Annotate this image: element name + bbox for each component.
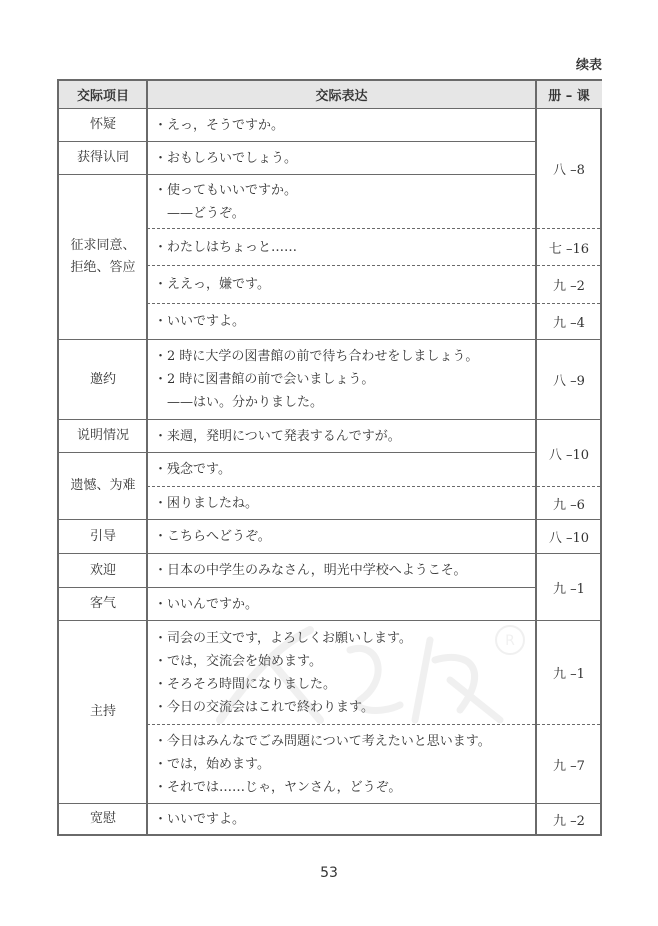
ref-cell: 八 –8 <box>553 163 585 178</box>
expression-line: ・今日の交流会はこれで終わります。 <box>154 699 374 715</box>
ref-cell: 八 –10 <box>548 447 590 463</box>
expression-line: ・2 時に大学の図書館の前で待ち合わせをしましょう。 <box>154 349 479 364</box>
item-cell: 怀疑 <box>89 117 116 132</box>
ref-cell: 九 –2 <box>553 279 585 294</box>
item-cell: 主持 <box>89 704 116 719</box>
expression-line: ・司会の王文です，よろしくお願いします。 <box>154 630 412 646</box>
header-item: 交际项目 <box>59 81 147 108</box>
expression-line: ・使ってもいいですか。 <box>154 182 298 198</box>
item-cell: 遗憾、为难 <box>70 478 136 493</box>
expression-cell <box>147 109 536 141</box>
expression-line: ・おもしろいでしょう。 <box>154 150 298 166</box>
response-line: ——どうぞ。 <box>167 205 245 221</box>
item-line: 拒绝、答应 <box>70 260 136 275</box>
expression-cell <box>147 229 536 265</box>
response-line: ——はい。分かりました。 <box>167 395 324 410</box>
ref-cell: 九 –2 <box>553 813 585 829</box>
header-expression: 交际表达 <box>147 81 536 108</box>
item-cell <box>59 175 147 339</box>
expression-cell <box>147 621 536 724</box>
expression-line: ・そろそろ時間になりました。 <box>154 676 337 692</box>
expression-cell <box>147 453 536 486</box>
expression-cell <box>147 554 536 587</box>
expression-cell <box>147 175 536 228</box>
expression-cell <box>147 588 536 620</box>
expression-line: ・えっ，そうですか。 <box>154 117 285 133</box>
expression-line: ・わたしはちょっと…… <box>154 239 298 255</box>
item-cell: 欢迎 <box>89 562 116 578</box>
ref-cell: 九 –1 <box>553 581 585 597</box>
item-cell: 邀约 <box>89 371 116 387</box>
item-cell: 客气 <box>89 596 116 611</box>
expression-cell <box>147 340 536 419</box>
expression-cell <box>147 725 536 803</box>
expression-line: ・2 時に図書館の前で会いましょう。 <box>154 372 375 387</box>
ref-cell: 八 –9 <box>553 374 585 389</box>
expression-line: ・では，交流会を始めます。 <box>154 653 322 669</box>
expression-line: ・来週，発明について発表するんですが。 <box>154 428 401 444</box>
item-cell: 获得认同 <box>76 150 129 165</box>
expression-line: ・こちらへどうぞ。 <box>154 529 271 544</box>
expression-line: ・ええっ，嫌です。 <box>154 277 270 292</box>
continued-table-caption: 续表 <box>575 58 602 73</box>
ref-cell: 九 –7 <box>553 758 585 774</box>
header-ref: 册 – 课 <box>536 81 602 108</box>
expression-line: ・いいんですか。 <box>154 596 259 612</box>
expression-line: ・いいですよ。 <box>154 811 246 827</box>
expression-line: ・いいですよ。 <box>154 314 246 329</box>
svg-text:R: R <box>505 633 515 649</box>
ref-cell: 九 –4 <box>553 316 585 331</box>
expression-line: ・では，始めます。 <box>154 756 270 772</box>
expression-line: ・残念です。 <box>154 462 231 477</box>
expression-cell <box>147 520 536 553</box>
item-line: 征求同意、 <box>70 238 136 253</box>
expression-cell <box>147 266 536 303</box>
expression-cell <box>147 304 536 339</box>
expression-cell <box>147 487 536 519</box>
expression-cell <box>147 420 536 452</box>
ref-cell: 九 –1 <box>553 667 585 682</box>
expression-line: ・日本の中学生のみなさん，明光中学校へようこそ。 <box>154 563 467 578</box>
expression-line: ・今日はみんなでごみ問題について考えたいと思います。 <box>154 733 491 749</box>
expression-line: ・それでは……じゃ，ヤンさん，どうぞ。 <box>154 779 402 795</box>
communication-table <box>57 79 602 836</box>
expression-line: ・困りましたね。 <box>154 495 259 511</box>
page-number: 53 <box>320 865 338 881</box>
item-cell: 说明情况 <box>76 428 129 443</box>
ref-cell: 九 –6 <box>553 497 585 513</box>
expression-cell <box>147 804 536 834</box>
ref-cell: 七 –16 <box>548 241 590 257</box>
item-cell: 宽慰 <box>89 811 116 826</box>
item-cell: 引导 <box>89 528 116 544</box>
expression-cell <box>147 142 536 174</box>
ref-cell: 八 –10 <box>548 531 590 546</box>
